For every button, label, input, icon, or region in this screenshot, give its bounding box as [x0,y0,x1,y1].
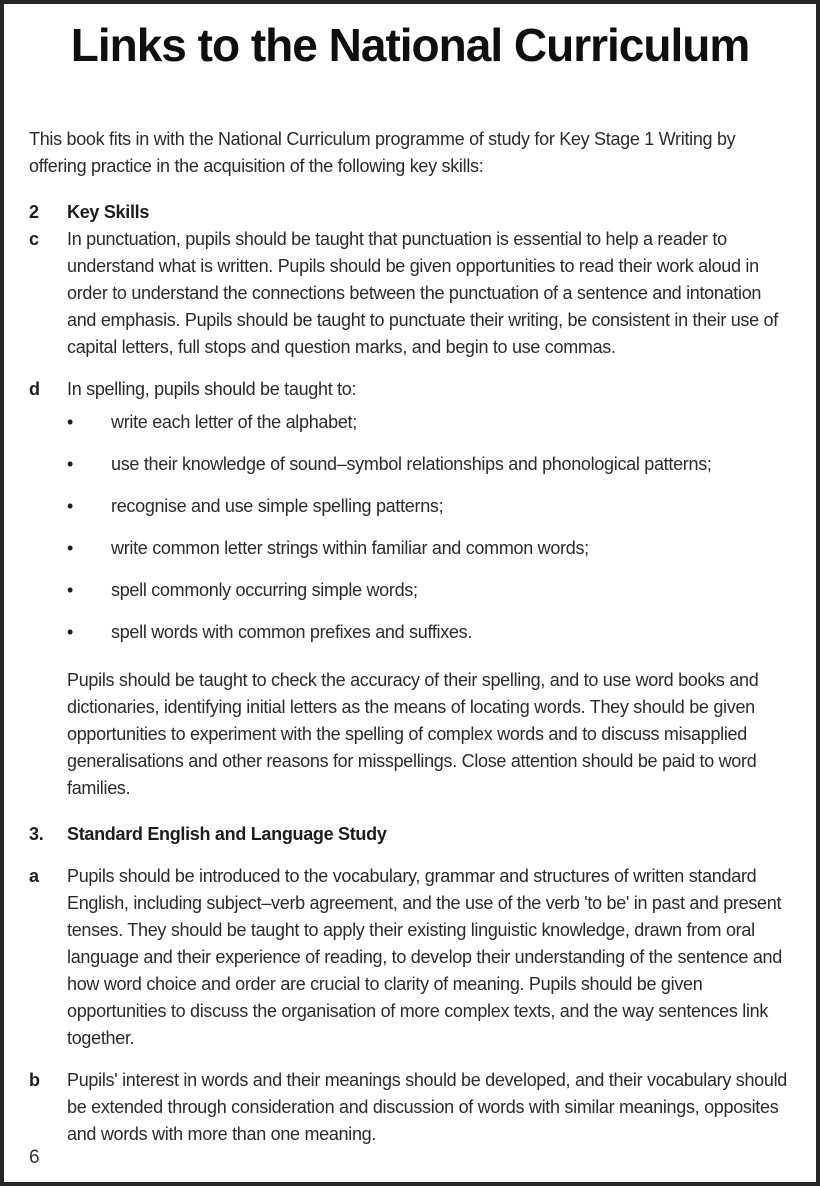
section-heading-text: Standard English and Language Study [67,824,387,844]
bullet-icon: • [67,412,74,432]
bullet-icon: • [67,622,74,642]
bullet-icon: • [67,538,74,558]
paragraph-text: In spelling, pupils should be taught to: [67,379,357,399]
paragraph-marker: d [29,379,40,399]
bullet-text: spell commonly occurring simple words; [111,580,418,600]
section-number: 2 [29,202,39,222]
closing-paragraph [29,667,794,802]
bullet-item [67,619,794,646]
paragraph-d [29,376,794,403]
page-title: Links to the National Curriculum [70,19,750,71]
bullet-icon: • [67,454,74,474]
bullet-text: recognise and use simple spelling patterns; [111,496,444,516]
paragraph-marker: c [29,229,39,249]
paragraph-a [29,863,794,1052]
paragraph-text: Pupils should be introduced to the vocabulary, grammar and structures of written standard English, including subject–verb agreement, and the use of the verb 'to be' in past and present tenses. They should be taught to apply their existing linguistic knowledge, drawn from oral language and their experience of reading, to develop their understanding of the sentence and how word choice and order are crucial to clarity of meaning. Pupils should be given opportunities to discuss the organisation of more complex texts, and the way sentences link together. [67,866,782,1048]
paragraph-c [29,226,794,361]
bullet-item [67,535,794,562]
section-heading-standard-english [29,821,794,848]
paragraph-marker: a [29,866,39,886]
bullet-item [67,493,794,520]
bullet-item [67,451,794,478]
bullet-text: write each letter of the alphabet; [111,412,357,432]
bullet-icon: • [67,580,74,600]
bullet-item [67,577,794,604]
page-number: 6 [29,1147,40,1168]
intro-paragraph: This book fits in with the National Curriculum programme of study for Key Stage 1 Writing by offering practice in the acquisition of the following key skills: [29,129,736,176]
section-heading-key-skills [29,199,794,226]
bullet-icon: • [67,496,74,516]
section-number: 3. [29,824,44,844]
bullet-item [67,409,794,436]
paragraph-text: Pupils should be taught to check the accuracy of their spelling, and to use word books and dictionaries, identifying initial letters as the means of locating words. They should be given opportunities to experiment with the spelling of complex words and to discuss misapplied generalisations and other reasons for misspellings. Close attention should be paid to word families. [67,670,759,798]
bullet-text: spell words with common prefixes and suffixes. [111,622,473,642]
section-heading-text: Key Skills [67,202,150,222]
paragraph-text: Pupils' interest in words and their meanings should be developed, and their vocabulary should be extended through consideration and discussion of words with similar meanings, opposites and words with more than one meaning. [67,1070,787,1144]
bullet-text: write common letter strings within familiar and common words; [111,538,589,558]
paragraph-b [29,1067,794,1148]
bullet-text: use their knowledge of sound–symbol relationships and phonological patterns; [111,454,712,474]
paragraph-marker: b [29,1070,40,1090]
paragraph-text: In punctuation, pupils should be taught that punctuation is essential to help a reader to understand what is written. Pupils should be given opportunities to read their work aloud in order to understand the connections between the punctuation of a sentence and intonation and emphasis. Pupils should be taught to punctuate their writing, be consistent in their use of capital letters, full stops and question marks, and begin to use commas. [67,229,778,357]
page-content [29,126,794,1148]
